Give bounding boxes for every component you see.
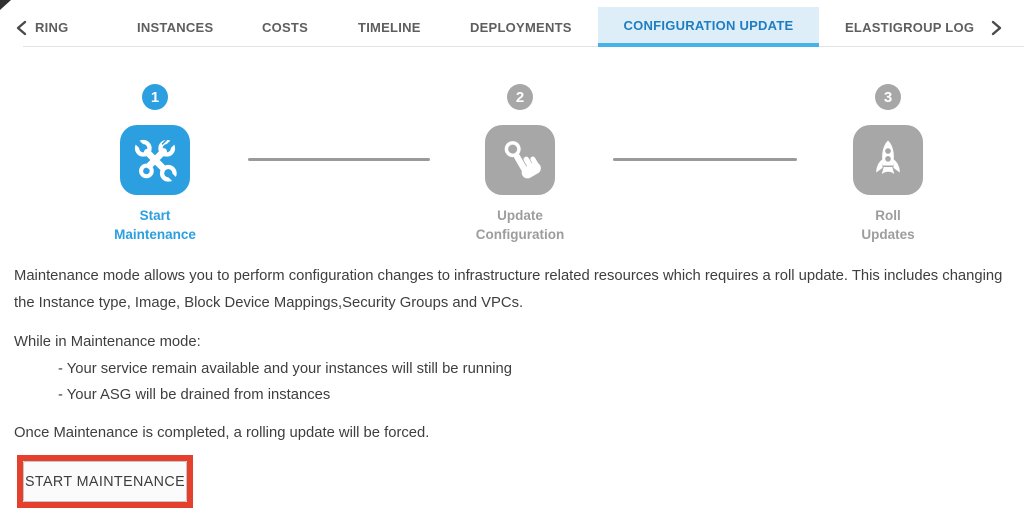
step-roll-updates bbox=[798, 84, 978, 244]
tab-configuration-update[interactable]: CONFIGURATION UPDATE bbox=[598, 7, 819, 47]
tab-bar bbox=[0, 0, 1024, 47]
tab-ring[interactable]: RING bbox=[35, 20, 69, 35]
step-number-badge: 2 bbox=[507, 84, 533, 110]
tab-timeline[interactable]: TIMELINE bbox=[358, 20, 421, 35]
tab-deployments[interactable]: DEPLOYMENTS bbox=[470, 20, 572, 35]
step-label-line1: Roll bbox=[875, 208, 901, 223]
step-label-line1: Update bbox=[497, 208, 543, 223]
step-label-line2: Maintenance bbox=[114, 227, 196, 242]
chevron-left-icon bbox=[15, 20, 28, 36]
tab-elastigroup-log[interactable]: ELASTIGROUP LOG bbox=[845, 20, 975, 35]
step-number-badge: 1 bbox=[142, 84, 168, 110]
wrenches-icon bbox=[120, 125, 190, 195]
step-label bbox=[65, 206, 245, 244]
step-update-configuration bbox=[430, 84, 610, 244]
annotation-highlight bbox=[17, 455, 193, 508]
step-label-line2: Configuration bbox=[475, 227, 565, 242]
tab-instances[interactable]: INSTANCES bbox=[137, 20, 214, 35]
maintenance-wizard bbox=[0, 47, 1024, 242]
step-label-line1: Start bbox=[139, 208, 171, 223]
chevron-right-icon bbox=[990, 20, 1003, 36]
step-connector bbox=[613, 158, 797, 161]
hand-tap-icon bbox=[485, 125, 555, 195]
step-label-line2: Updates bbox=[861, 227, 915, 242]
corner-wedge bbox=[0, 0, 11, 10]
step-start-maintenance bbox=[65, 84, 245, 244]
step-connector bbox=[248, 158, 430, 161]
maintenance-description bbox=[14, 263, 1012, 446]
step-label bbox=[430, 206, 610, 244]
description-line: Maintenance mode allows you to perform configuration changes to infrastructure related resources which requires a roll update. This includes changing bbox=[14, 268, 1003, 284]
tab-costs[interactable]: COSTS bbox=[262, 20, 309, 35]
maintenance-mode-intro: While in Maintenance mode: bbox=[14, 334, 201, 350]
description-line: the Instance type, Image, Block Device Mappings,Security Groups and VPCs. bbox=[14, 294, 524, 311]
rocket-icon bbox=[853, 125, 923, 195]
bullet-item: - Your ASG will be drained from instances bbox=[58, 387, 331, 403]
start-maintenance-button[interactable]: START MAINTENANCE bbox=[23, 461, 187, 502]
tabs-scroll-left-button[interactable] bbox=[15, 8, 28, 47]
closing-line: Once Maintenance is completed, a rolling update will be forced. bbox=[14, 424, 430, 441]
step-number-badge: 3 bbox=[875, 84, 901, 110]
tabs-scroll-right-button[interactable] bbox=[990, 8, 1003, 47]
step-label bbox=[798, 206, 978, 244]
bullet-item: - Your service remain available and your instances will still be running bbox=[58, 360, 513, 377]
